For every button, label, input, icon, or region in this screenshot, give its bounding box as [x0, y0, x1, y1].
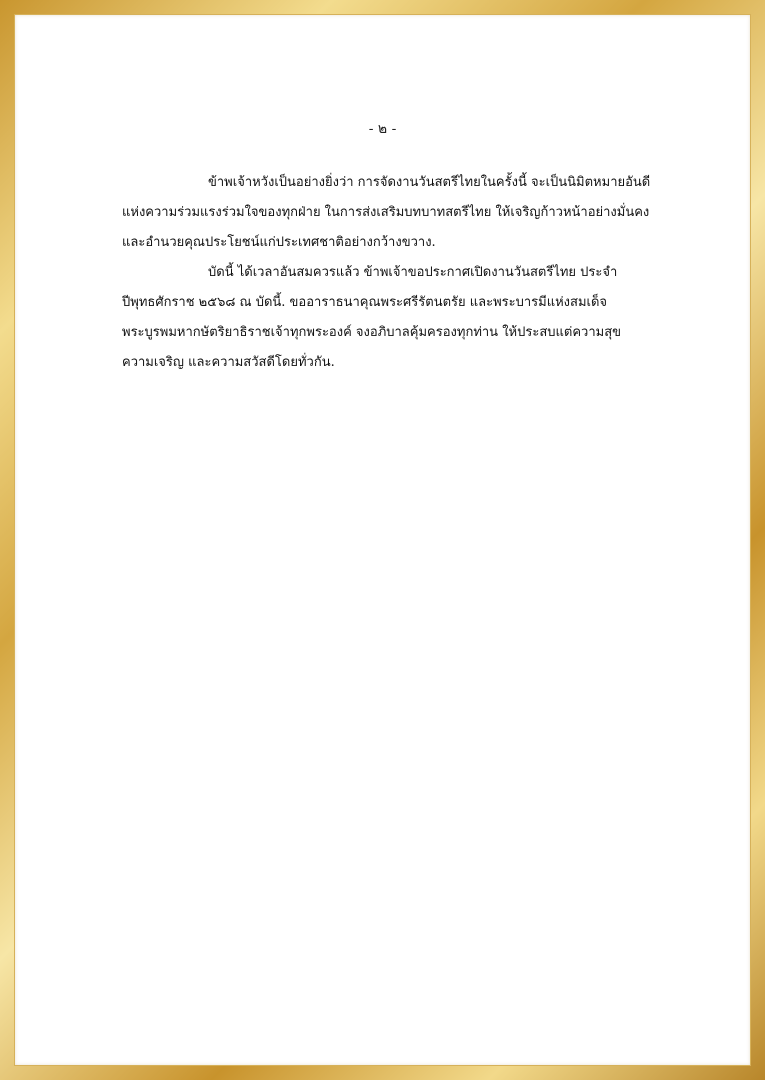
paragraph-line: พระบูรพมหากษัตริยาธิราชเจ้าทุกพระองค์ จงอภิบาลคุ้มครองทุกท่าน ให้ประสบแต่ความสุข [122, 325, 622, 340]
paragraph-2 [122, 258, 670, 378]
paragraph-line: ข้าพเจ้าหวังเป็นอย่างยิ่งว่า การจัดงานวันสตรีไทยในครั้งนี้ จะเป็นนิมิตหมายอันดี [208, 175, 651, 190]
page-number: - ๒ - [368, 121, 397, 137]
paragraph-1 [122, 168, 670, 258]
paragraph-line: และอำนวยคุณประโยชน์แก่ประเทศชาติอย่างกว้างขวาง. [122, 235, 436, 250]
paragraph-line: แห่งความร่วมแรงร่วมใจของทุกฝ่าย ในการส่งเสริมบทบาทสตรีไทย ให้เจริญก้าวหน้าอย่างมั่นคง [122, 205, 650, 220]
paragraph-line: ความเจริญ และความสวัสดีโดยทั่วกัน. [122, 355, 335, 370]
paragraph-line: บัดนี้ ได้เวลาอันสมควรแล้ว ข้าพเจ้าขอประกาศเปิดงานวันสตรีไทย ประจำ [208, 265, 618, 280]
document-body [122, 168, 670, 378]
paragraph-line: ปีพุทธศักราช ๒๕๖๘ ณ บัดนี้. ขออาราธนาคุณพระศรีรัตนตรัย และพระบารมีแห่งสมเด็จ [122, 295, 608, 310]
